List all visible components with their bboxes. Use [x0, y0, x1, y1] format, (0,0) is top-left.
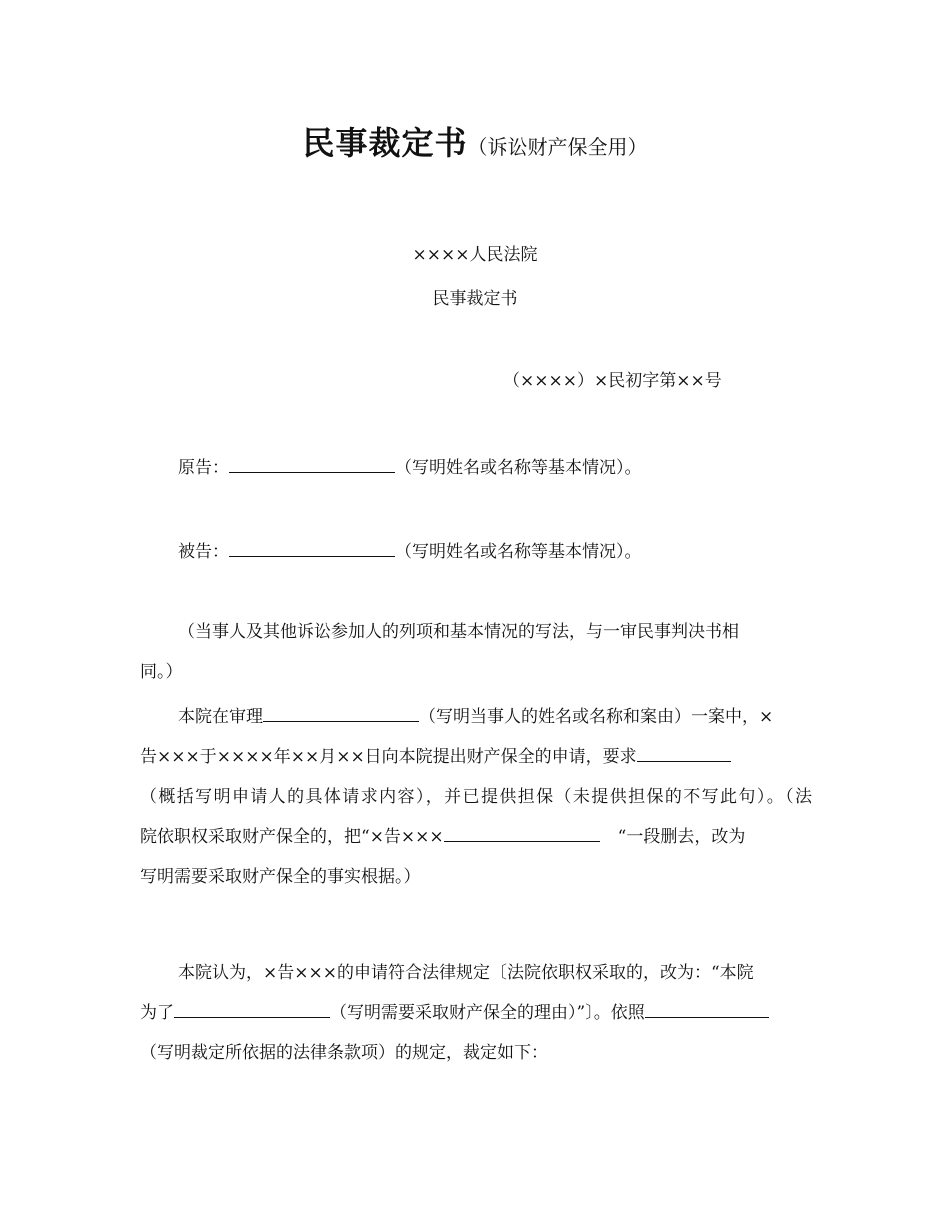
reason-blank	[174, 999, 330, 1018]
defendant-line	[178, 537, 642, 562]
case-blank	[263, 703, 419, 722]
note-line: 同。）	[140, 662, 183, 682]
defendant-label: 被告：	[178, 542, 229, 562]
court-name: ××××人民法院	[412, 245, 538, 265]
plaintiff-label: 原告：	[178, 458, 229, 478]
paragraph-line: 本院认为，×告×××的申请符合法律规定〔法院依职权采取的，改为：“本院	[178, 963, 754, 983]
law-blank	[645, 999, 769, 1018]
ruling-paragraph	[140, 953, 812, 1073]
paragraph-line: 写明需要采取财产保全的事实根据。）	[140, 867, 421, 887]
note-line: （当事人及其他诉讼参加人的列项和基本情况的写法，与一审民事判决书相	[178, 622, 739, 642]
paragraph-line: （概括写明申请人的具体请求内容），并已提供担保（未提供担保的不写此句）。（法	[140, 787, 812, 807]
plaintiff-line	[178, 453, 642, 478]
paragraph-line: （写明裁定所依据的法律条款项）的规定，裁定如下：	[140, 1043, 548, 1063]
document-type: 民事裁定书	[432, 289, 518, 309]
defendant-hint: （写明姓名或名称等基本情况）。	[395, 542, 642, 562]
document-title	[0, 118, 950, 164]
party-blank	[444, 823, 600, 842]
title-subtitle: （诉讼财产保全用）	[467, 135, 648, 159]
party-note-paragraph	[140, 612, 812, 692]
request-blank	[637, 743, 731, 762]
paragraph-line: 院依职权采取财产保全的，把“×告××× “一段删去，改为	[140, 817, 812, 857]
case-number: （××××）×民初字第××号	[503, 371, 722, 391]
title-main: 民事裁定书	[302, 124, 468, 162]
paragraph-line: 告×××于××××年××月××日向本院提出财产保全的申请，要求	[140, 737, 812, 777]
application-paragraph	[140, 697, 812, 897]
plaintiff-hint: （写明姓名或名称等基本情况）。	[395, 458, 642, 478]
paragraph-line: 本院在审理 （写明当事人的姓名或名称和案由）一案中，×	[140, 697, 812, 737]
paragraph-line: 为了 （写明需要采取财产保全的理由）”〕。依照	[140, 993, 812, 1033]
plaintiff-blank	[229, 454, 395, 473]
defendant-blank	[229, 538, 395, 557]
